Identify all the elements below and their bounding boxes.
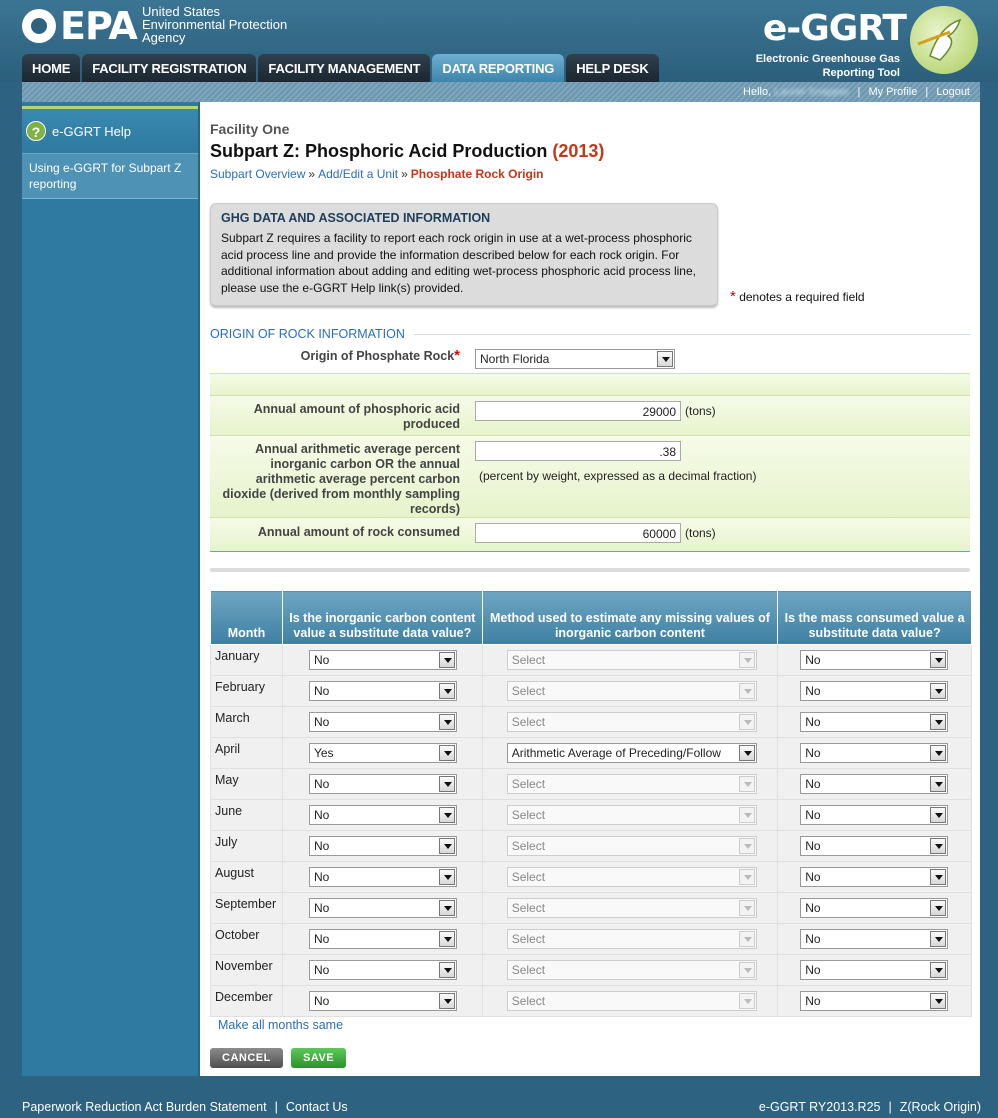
- select-value: Select: [511, 653, 546, 667]
- method-cell: [482, 707, 778, 738]
- month-cell: November: [211, 955, 283, 986]
- chevron-down-icon: [930, 745, 946, 761]
- chevron-down-icon: [739, 683, 755, 699]
- chevron-down-icon: [930, 776, 946, 792]
- legend-divider: [414, 334, 970, 335]
- select-value: Select: [511, 932, 546, 946]
- origin-label-text: Origin of Phosphate Rock: [300, 349, 455, 363]
- chevron-down-icon: [930, 900, 946, 916]
- chevron-down-icon: [439, 745, 455, 761]
- carbon-substitute-cell: [282, 924, 482, 955]
- tab-home[interactable]: HOME: [22, 54, 80, 82]
- select-value: No: [313, 808, 330, 822]
- breadcrumb-separator: »: [308, 167, 316, 181]
- epa-wordmark: EPA: [60, 4, 137, 48]
- chevron-down-icon: [739, 652, 755, 668]
- select-value: Select: [511, 715, 546, 729]
- carbon-substitute-select[interactable]: [309, 929, 457, 949]
- mass-substitute-cell: [778, 893, 972, 924]
- carbon-substitute-select[interactable]: [309, 960, 457, 980]
- mass-substitute-cell: [778, 955, 972, 986]
- method-select[interactable]: [507, 805, 757, 825]
- chevron-down-icon: [439, 807, 455, 823]
- chevron-down-icon: [930, 993, 946, 1009]
- month-cell: May: [211, 769, 283, 800]
- app-subtitle-line: Reporting Tool: [822, 67, 900, 79]
- chevron-down-icon: [439, 962, 455, 978]
- carbon-unit: (percent by weight, expressed as a decimal fraction): [479, 469, 757, 483]
- method-select[interactable]: [507, 929, 757, 949]
- table-row: [211, 862, 972, 893]
- chevron-down-icon: [739, 869, 755, 885]
- table-row: [211, 676, 972, 707]
- mass-substitute-cell: [778, 986, 972, 1017]
- method-cell: [482, 862, 778, 893]
- carbon-substitute-cell: [282, 676, 482, 707]
- method-cell: [482, 645, 778, 676]
- spacer-row: [210, 374, 970, 396]
- select-value: No: [313, 715, 330, 729]
- mass-substitute-cell: [778, 645, 972, 676]
- app-subtitle: [756, 52, 900, 80]
- select-value: Select: [511, 808, 546, 822]
- required-note-text: denotes a required field: [739, 290, 865, 304]
- sidebar-item-label: e-GGRT Help: [52, 123, 131, 139]
- mass-substitute-select[interactable]: [800, 867, 948, 887]
- carbon-substitute-select[interactable]: [309, 650, 457, 670]
- chevron-down-icon: [439, 683, 455, 699]
- mass-substitute-select[interactable]: [800, 991, 948, 1011]
- table-row: [211, 986, 972, 1017]
- app-subtitle-line: Electronic Greenhouse Gas: [755, 53, 900, 65]
- table-row: [211, 769, 972, 800]
- method-select[interactable]: [507, 867, 757, 887]
- method-select[interactable]: [507, 836, 757, 856]
- carbon-substitute-select[interactable]: [309, 712, 457, 732]
- carbon-substitute-select[interactable]: [309, 805, 457, 825]
- month-cell: September: [211, 893, 283, 924]
- select-value: Select: [511, 870, 546, 884]
- origin-label: [220, 348, 460, 364]
- acid-label: Annual amount of phosphoric acid produced: [253, 402, 460, 431]
- mass-substitute-select[interactable]: [800, 836, 948, 856]
- select-value: Arithmetic Average of Preceding/Follow: [511, 746, 721, 760]
- breadcrumb: [210, 167, 543, 181]
- chevron-down-icon: [439, 652, 455, 668]
- carbon-substitute-cell: [282, 800, 482, 831]
- table-row: [211, 800, 972, 831]
- agency-line: Agency: [142, 30, 186, 45]
- user-bar: Hello, Laurel Snapper | My Profile | Logout: [22, 82, 980, 102]
- breadcrumb-current: Phosphate Rock Origin: [410, 167, 544, 181]
- table-row: [211, 924, 972, 955]
- mass-substitute-select[interactable]: [800, 712, 948, 732]
- header-carbon-substitute: Is the inorganic carbon content value a substitute data value?: [282, 591, 482, 645]
- select-value: No: [805, 684, 821, 698]
- mass-substitute-select[interactable]: [800, 650, 948, 670]
- greeting: Hello,: [743, 86, 772, 98]
- chevron-down-icon: [739, 776, 755, 792]
- select-value: Yes: [313, 746, 334, 760]
- cancel-button[interactable]: CANCEL: [210, 1048, 283, 1068]
- mass-substitute-cell: [778, 924, 972, 955]
- select-value: No: [313, 994, 330, 1008]
- select-value: Select: [511, 901, 546, 915]
- sidebar-item-subpart-z-help[interactable]: Using e-GGRT for Subpart Z reporting: [22, 154, 198, 199]
- info-title: GHG DATA AND ASSOCIATED INFORMATION: [221, 211, 491, 225]
- select-value: No: [313, 932, 330, 946]
- section-divider: [210, 568, 970, 572]
- main-nav: [22, 54, 661, 82]
- epa-logo[interactable]: [22, 4, 137, 48]
- month-cell: October: [211, 924, 283, 955]
- header-mass-substitute: Is the mass consumed value a substitute data value?: [778, 591, 972, 645]
- carbon-substitute-cell: [282, 893, 482, 924]
- table-row: [211, 707, 972, 738]
- agency-line: Environmental Protection: [142, 17, 288, 32]
- select-value: No: [805, 963, 821, 977]
- method-select[interactable]: [507, 960, 757, 980]
- method-cell: [482, 800, 778, 831]
- my-profile-link[interactable]: My Profile: [868, 86, 918, 98]
- help-question-icon: ?: [26, 121, 46, 141]
- required-note: [730, 288, 865, 305]
- select-value: No: [805, 715, 821, 729]
- table-row: [211, 831, 972, 862]
- carbon-substitute-cell: [282, 986, 482, 1017]
- method-cell: [482, 769, 778, 800]
- origin-row: [210, 342, 970, 374]
- method-cell: [482, 738, 778, 769]
- carbon-substitute-cell: [282, 707, 482, 738]
- chevron-down-icon: [439, 931, 455, 947]
- select-value: No: [313, 901, 330, 915]
- chevron-down-icon: [930, 714, 946, 730]
- carbon-input[interactable]: .38: [475, 441, 681, 461]
- mass-substitute-cell: [778, 831, 972, 862]
- month-cell: December: [211, 986, 283, 1017]
- select-value: No: [313, 870, 330, 884]
- mass-substitute-select[interactable]: [800, 960, 948, 980]
- mass-substitute-cell: [778, 707, 972, 738]
- select-value: No: [805, 746, 821, 760]
- main-content: [200, 102, 980, 1076]
- breadcrumb-separator: »: [401, 167, 408, 181]
- mass-substitute-select[interactable]: [800, 898, 948, 918]
- month-cell: April: [211, 738, 283, 769]
- carbon-substitute-cell: [282, 645, 482, 676]
- carbon-substitute-cell: [282, 831, 482, 862]
- method-select[interactable]: [507, 898, 757, 918]
- method-cell: [482, 924, 778, 955]
- mass-substitute-select[interactable]: [800, 805, 948, 825]
- chevron-down-icon: [739, 714, 755, 730]
- chevron-down-icon: [930, 838, 946, 854]
- chevron-down-icon: [739, 838, 755, 854]
- rock-row: [210, 518, 970, 552]
- acid-row: [210, 396, 970, 436]
- carbon-substitute-select[interactable]: [309, 836, 457, 856]
- carbon-substitute-select[interactable]: [309, 774, 457, 794]
- select-value: No: [805, 653, 821, 667]
- carbon-substitute-select[interactable]: [309, 991, 457, 1011]
- select-value: No: [313, 653, 330, 667]
- breadcrumb-subpart-overview[interactable]: Subpart Overview: [210, 167, 306, 181]
- select-value: No: [313, 963, 330, 977]
- carbon-substitute-select[interactable]: [309, 898, 457, 918]
- method-select[interactable]: [507, 743, 757, 763]
- sidebar-item-help[interactable]: [22, 106, 198, 154]
- header-method: Method used to estimate any missing values of inorganic carbon content: [482, 591, 778, 645]
- carbon-substitute-cell: [282, 955, 482, 986]
- acid-input[interactable]: 29000: [475, 401, 681, 421]
- carbon-substitute-select[interactable]: [309, 681, 457, 701]
- reporting-year: (2013): [552, 141, 605, 161]
- month-cell: June: [211, 800, 283, 831]
- month-cell: January: [211, 645, 283, 676]
- mass-substitute-select[interactable]: [800, 774, 948, 794]
- contact-us-link[interactable]: Contact Us: [285, 1100, 348, 1114]
- month-cell: July: [211, 831, 283, 862]
- method-cell: [482, 955, 778, 986]
- select-value: No: [805, 777, 821, 791]
- chevron-down-icon: [930, 931, 946, 947]
- carbon-substitute-cell: [282, 769, 482, 800]
- select-value: Select: [511, 839, 546, 853]
- method-select[interactable]: [507, 650, 757, 670]
- carbon-substitute-cell: [282, 738, 482, 769]
- info-body: Subpart Z requires a facility to report each rock origin in use at a wet-process phosphoric acid process line and provide the information described below for each rock origin. For additional information about adding and editing wet-process phosphoric acid process line, please use the e-GGRT Help link(s) provided.: [221, 231, 696, 295]
- header: [0, 0, 998, 82]
- carbon-substitute-cell: [282, 862, 482, 893]
- logout-link[interactable]: Logout: [936, 86, 970, 98]
- mass-substitute-cell: [778, 676, 972, 707]
- tab-facility-management[interactable]: FACILITY MANAGEMENT: [258, 54, 430, 82]
- origin-select-value: North Florida: [480, 352, 550, 366]
- method-cell: [482, 986, 778, 1017]
- save-button[interactable]: SAVE: [291, 1048, 346, 1068]
- tab-facility-registration[interactable]: FACILITY REGISTRATION: [82, 54, 256, 82]
- mass-substitute-cell: [778, 769, 972, 800]
- page-title: [210, 141, 604, 162]
- epa-flower-icon: [22, 9, 56, 43]
- table-row: [211, 738, 972, 769]
- chevron-down-icon: [930, 683, 946, 699]
- breadcrumb-add-edit-unit[interactable]: Add/Edit a Unit: [318, 167, 399, 181]
- agency-line: United States: [142, 4, 221, 19]
- select-value: Select: [511, 684, 546, 698]
- table-row: [211, 893, 972, 924]
- select-value: No: [805, 808, 821, 822]
- required-star-icon: *: [454, 347, 460, 364]
- mass-substitute-select[interactable]: [800, 929, 948, 949]
- app-title: e-GGRT: [762, 8, 906, 49]
- chevron-down-icon: [930, 962, 946, 978]
- chevron-down-icon: [739, 900, 755, 916]
- agency-name: [142, 5, 287, 44]
- select-value: No: [805, 932, 821, 946]
- method-cell: [482, 831, 778, 862]
- select-value: No: [805, 901, 821, 915]
- screen-id-label: Z(Rock Origin): [899, 1100, 981, 1114]
- user-name: Laurel Snapper: [774, 86, 850, 98]
- chevron-down-icon: [439, 869, 455, 885]
- rock-label: Annual amount of rock consumed: [257, 525, 460, 539]
- carbon-substitute-select[interactable]: [309, 743, 457, 763]
- rock-input[interactable]: 60000: [475, 523, 681, 543]
- chevron-down-icon: [657, 351, 673, 367]
- select-value: Select: [511, 963, 546, 977]
- paperwork-link[interactable]: Paperwork Reduction Act Burden Statement: [22, 1100, 267, 1114]
- select-value: No: [805, 839, 821, 853]
- info-box: [210, 203, 718, 306]
- month-cell: February: [211, 676, 283, 707]
- carbon-row: [210, 436, 970, 518]
- method-select[interactable]: [507, 774, 757, 794]
- table-row: [211, 955, 972, 986]
- method-cell: [482, 676, 778, 707]
- chevron-down-icon: [439, 900, 455, 916]
- tab-data-reporting[interactable]: DATA REPORTING: [432, 54, 564, 82]
- eggrt-logo: [738, 6, 978, 78]
- chevron-down-icon: [930, 652, 946, 668]
- mass-substitute-cell: [778, 738, 972, 769]
- select-value: No: [313, 684, 330, 698]
- make-all-months-same-link[interactable]: Make all months same: [218, 1018, 344, 1032]
- chevron-down-icon: [739, 807, 755, 823]
- select-value: No: [805, 870, 821, 884]
- select-value: No: [805, 994, 821, 1008]
- bird-logo-icon: [910, 6, 978, 74]
- mass-substitute-select[interactable]: [800, 681, 948, 701]
- footer: Paperwork Reduction Act Burden Statement | Contact Us e-GGRT RY2013.R25 | Z(Rock Origin): [22, 1100, 981, 1114]
- mass-substitute-select[interactable]: [800, 743, 948, 763]
- month-cell: March: [211, 707, 283, 738]
- chevron-down-icon: [930, 869, 946, 885]
- version-label: e-GGRT RY2013.R25: [758, 1100, 881, 1114]
- chevron-down-icon: [439, 838, 455, 854]
- chevron-down-icon: [739, 931, 755, 947]
- monthly-table: [210, 590, 972, 1017]
- chevron-down-icon: [930, 807, 946, 823]
- month-cell: August: [211, 862, 283, 893]
- chevron-down-icon: [439, 776, 455, 792]
- select-value: No: [313, 839, 330, 853]
- chevron-down-icon: [439, 714, 455, 730]
- mass-substitute-cell: [778, 800, 972, 831]
- facility-name: Facility One: [210, 121, 290, 137]
- select-value: Select: [511, 777, 546, 791]
- origin-select[interactable]: [475, 349, 675, 369]
- page-title-text: Subpart Z: Phosphoric Acid Production: [210, 141, 548, 161]
- method-select[interactable]: [507, 712, 757, 732]
- carbon-substitute-select[interactable]: [309, 867, 457, 887]
- mass-substitute-cell: [778, 862, 972, 893]
- rock-unit: (tons): [685, 526, 716, 540]
- chevron-down-icon: [739, 962, 755, 978]
- select-value: No: [313, 777, 330, 791]
- table-row: [211, 645, 972, 676]
- required-star-icon: *: [730, 288, 736, 305]
- acid-unit: (tons): [685, 404, 716, 418]
- select-value: Select: [511, 994, 546, 1008]
- header-month: Month: [211, 591, 283, 645]
- chevron-down-icon: [439, 993, 455, 1009]
- tab-help-desk[interactable]: HELP DESK: [566, 54, 658, 82]
- method-select[interactable]: [507, 681, 757, 701]
- carbon-label: Annual arithmetic average percent inorganic carbon OR the annual arithmetic average percent carbon dioxide (derived from monthly sampling records): [222, 442, 460, 516]
- origin-section-legend: ORIGIN OF ROCK INFORMATION: [210, 327, 405, 341]
- chevron-down-icon: [739, 993, 755, 1009]
- method-select[interactable]: [507, 991, 757, 1011]
- sidebar: [22, 102, 198, 1076]
- method-cell: [482, 893, 778, 924]
- chevron-down-icon: [739, 745, 755, 761]
